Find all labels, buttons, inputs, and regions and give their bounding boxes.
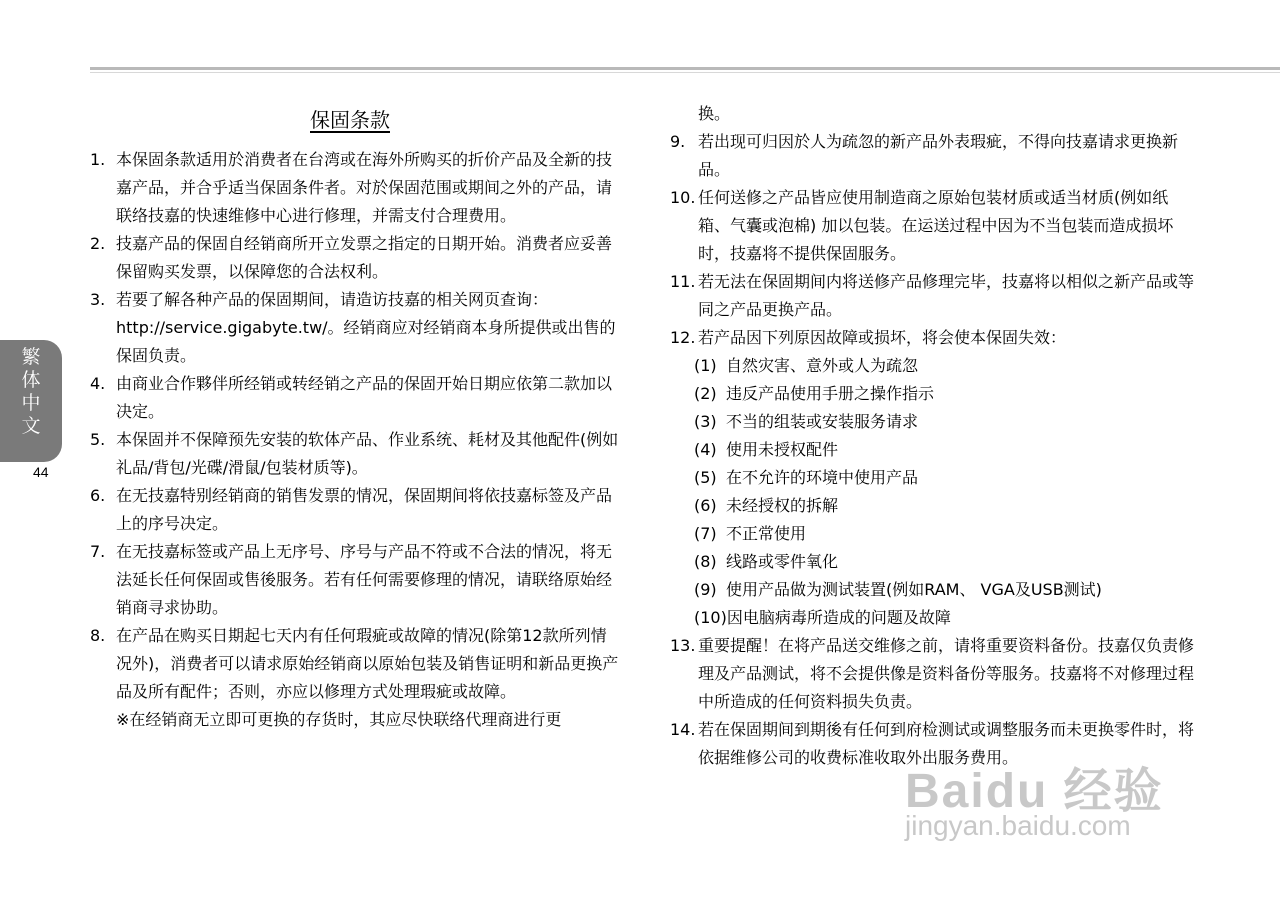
list-item <box>90 538 620 622</box>
list-item <box>90 482 620 538</box>
language-side-tab <box>0 340 62 462</box>
list-item <box>670 128 1195 184</box>
item-number: 11. <box>670 272 696 291</box>
sub-item-text: 使用未授权配件 <box>726 440 839 459</box>
page-number: 44 <box>33 464 49 480</box>
header-rule <box>90 67 1280 70</box>
item-text: 在无技嘉特别经销商的销售发票的情况，保固期间将依技嘉标签及产品上的序号决定。 <box>116 486 613 533</box>
item-text: 任何送修之产品皆应使用制造商之原始包装材质或适当材质(例如纸箱、气囊或泡棉) 加以包装。在运送过程中因为不当包装而造成损坏时，技嘉将不提供保固服务。 <box>698 188 1174 263</box>
sub-item-text: 未经授权的拆解 <box>726 496 839 515</box>
sub-list-item <box>670 492 1195 520</box>
sub-item-text: 因电脑病毒所造成的问题及故障 <box>726 608 951 627</box>
side-tab-char: 中 <box>21 392 41 414</box>
watermark-url: jingyan.baidu.com <box>905 810 1131 841</box>
item-text: 由商业合作夥伴所经销或转经销之产品的保固开始日期应依第二款加以决定。 <box>116 374 613 421</box>
sub-item-text: 在不允许的环境中使用产品 <box>726 468 919 487</box>
item-number: 5. <box>90 430 106 449</box>
sub-item-text: 使用产品做为测试装置(例如RAM、 VGA及USB测试) <box>726 580 1102 599</box>
sub-list-item <box>670 380 1195 408</box>
item-text: 技嘉产品的保固自经销商所开立发票之指定的日期开始。消费者应妥善保留购买发票，以保障您的合法权利。 <box>116 234 613 281</box>
side-tab-label <box>0 346 62 438</box>
side-tab-char: 文 <box>21 415 41 437</box>
side-tab-char: 体 <box>21 369 41 391</box>
baidu-watermark <box>905 752 1205 852</box>
item-number: 13. <box>670 636 696 655</box>
sub-item-number: (4) <box>694 440 717 459</box>
sub-item-number: (6) <box>694 496 717 515</box>
item-text: 若产品因下列原因故障或损坏，将会使本保固失效： <box>698 328 1067 347</box>
sub-item-number: (3) <box>694 412 717 431</box>
list-item <box>670 268 1195 324</box>
list-item <box>90 426 620 482</box>
sub-list-item <box>670 464 1195 492</box>
list-item <box>90 370 620 426</box>
item-number: 2. <box>90 234 106 253</box>
item-number: 12. <box>670 328 696 347</box>
item-number: 10. <box>670 188 696 207</box>
list-item <box>670 184 1195 268</box>
list-item <box>90 622 620 706</box>
sub-item-text: 不正常使用 <box>726 524 807 543</box>
sub-item-number: (1) <box>694 356 717 375</box>
sub-list-item <box>670 520 1195 548</box>
continued-text: 换。 <box>698 104 731 123</box>
list-item <box>670 324 1195 352</box>
sub-list-item <box>670 408 1195 436</box>
sub-item-text: 不当的组装或安装服务请求 <box>726 412 919 431</box>
item-text: 在产品在购买日期起七天内有任何瑕疵或故障的情况(除第12款所列情况外)，消费者可以请求原始经销商以原始包装及销售证明和新品更换产品及所有配件；否则，亦应以修理方式处理瑕疵或故障。 <box>116 626 619 701</box>
item-number: 3. <box>90 290 106 309</box>
item-text: 本保固并不保障预先安装的软体产品、作业系统、耗材及其他配件(例如礼品/背包/光碟/滑鼠/包装材质等)。 <box>116 430 619 477</box>
sub-list-item <box>670 604 1195 632</box>
page-title: 保固条款 <box>310 108 390 132</box>
item-number: 14. <box>670 720 696 739</box>
sub-item-number: (8) <box>694 552 717 571</box>
item-text: 重要提醒！在将产品送交维修之前，请将重要资料备份。技嘉仅负责修理及产品测试，将不会提供像是资料备份等服务。技嘉将不对修理过程中所造成的任何资料损失负责。 <box>698 636 1195 711</box>
list-item <box>90 230 620 286</box>
sub-item-number: (7) <box>694 524 717 543</box>
sub-item-number: (2) <box>694 384 717 403</box>
sub-item-number: (10) <box>694 608 727 627</box>
sub-list-item <box>670 576 1195 604</box>
stock-note: ※在经销商无立即可更换的存货时，其应尽快联络代理商进行更 <box>116 710 562 729</box>
item-number: 1. <box>90 150 106 169</box>
side-tab-char: 繁 <box>21 346 41 368</box>
item-text: 本保固条款适用於消费者在台湾或在海外所购买的折价产品及全新的技嘉产品，并合乎适当保固条件者。对於保固范围或期间之外的产品，请联络技嘉的快速维修中心进行修理，并需支付合理费用。 <box>116 150 613 225</box>
left-column <box>90 146 620 734</box>
item-number: 9. <box>670 132 686 151</box>
sub-item-text: 线路或零件氧化 <box>726 552 839 571</box>
item-number: 8. <box>90 626 106 645</box>
list-item <box>670 632 1195 716</box>
header-rule-thin <box>90 72 1280 73</box>
sub-item-text: 自然灾害、意外或人为疏忽 <box>726 356 919 375</box>
item-text: 若在保固期间到期後有任何到府检测试或调整服务而未更换零件时，将依据维修公司的收费标准收取外出服务费用。 <box>698 720 1195 767</box>
watermark-brand: Baidu 经验 <box>905 765 1164 818</box>
item-text: 若无法在保固期间内将送修产品修理完毕，技嘉将以相似之新产品或等同之产品更换产品。 <box>698 272 1195 319</box>
sub-list-item <box>670 436 1195 464</box>
item-text: 在无技嘉标签或产品上无序号、序号与产品不符或不合法的情况，将无法延长任何保固或售後服务。若有任何需要修理的情况，请联络原始经销商寻求协助。 <box>116 542 613 617</box>
item-number: 4. <box>90 374 106 393</box>
item-text: 若要了解各种产品的保固期间，请造访技嘉的相关网页查询：http://service.gigabyte.tw/。经销商应对经销商本身所提供或出售的保固负责。 <box>116 290 616 365</box>
sub-item-text: 违反产品使用手册之操作指示 <box>726 384 935 403</box>
item-number: 6. <box>90 486 106 505</box>
item-number: 7. <box>90 542 106 561</box>
sub-list-item <box>670 352 1195 380</box>
list-item <box>90 286 620 370</box>
sub-item-number: (5) <box>694 468 717 487</box>
list-item <box>90 146 620 230</box>
right-column <box>670 100 1195 772</box>
sub-list-item <box>670 548 1195 576</box>
item-text: 若出现可归因於人为疏忽的新产品外表瑕疵，不得向技嘉请求更换新品。 <box>698 132 1179 179</box>
sub-item-number: (9) <box>694 580 717 599</box>
